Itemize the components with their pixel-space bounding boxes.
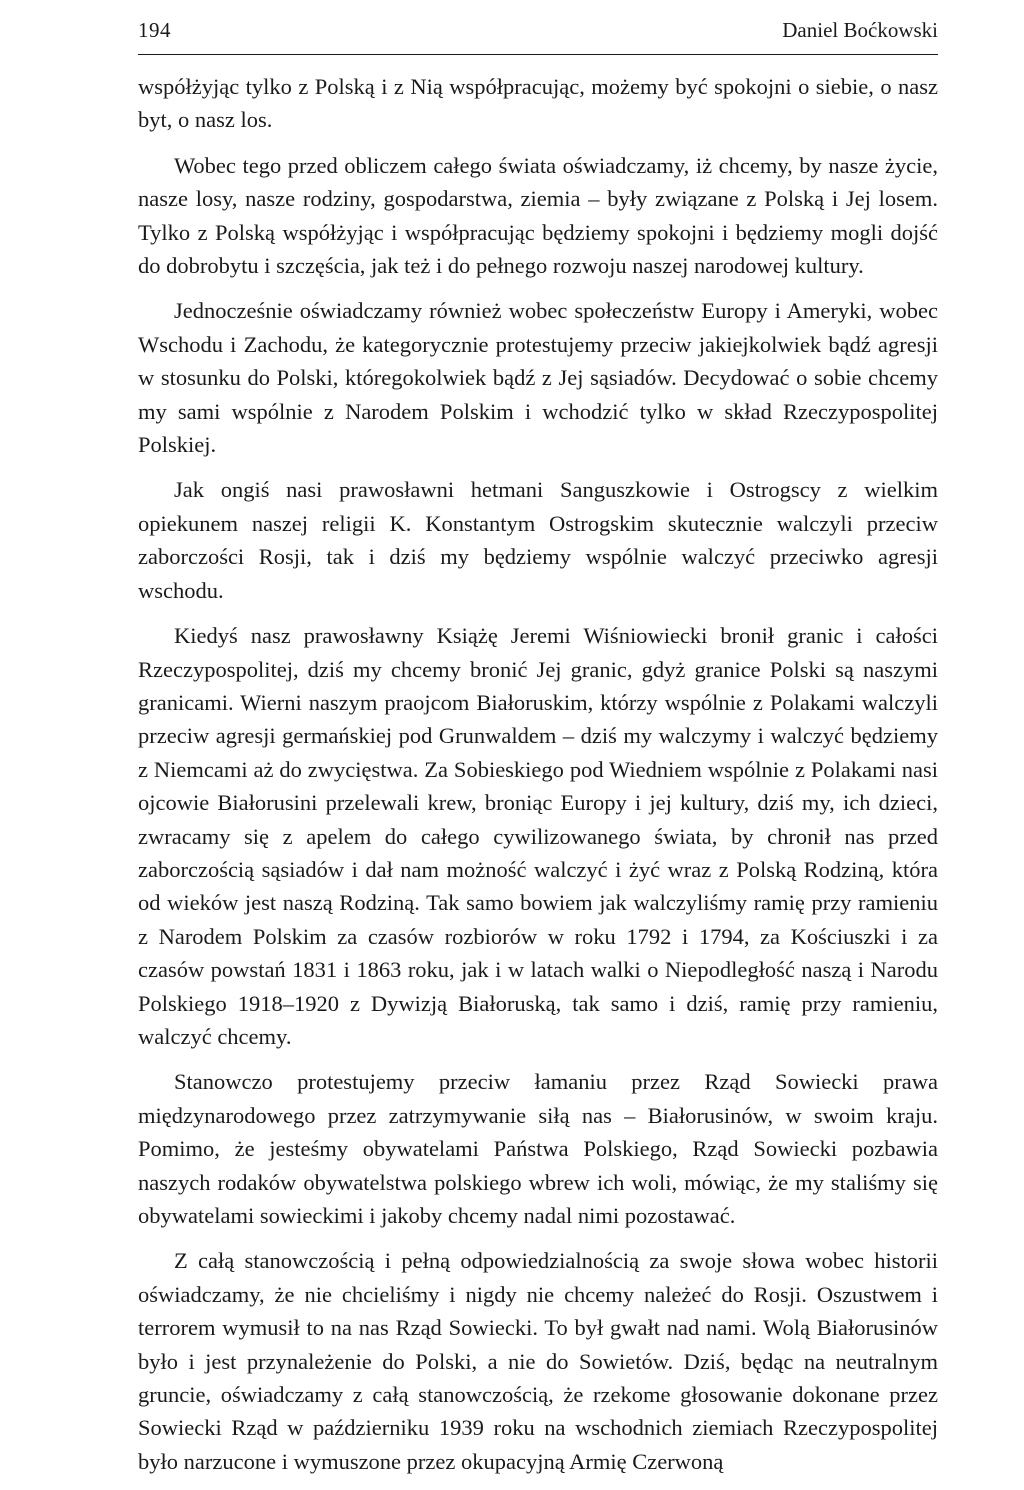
paragraph: współżyjąc tylko z Polską i z Nią współpracując, możemy być spokojni o siebie, o nasz byt, o nasz los. xyxy=(138,74,938,133)
paragraph: Kiedyś nasz prawosławny Książę Jeremi Wiśniowiecki bronił granic i całości Rzeczypospolitej, dziś my chcemy bronić Jej granic, gdyż granice Polski są naszymi granicami. Wierni naszym praojcom Białoruskim, którzy wspólnie z Polakami walczyli przeciw agresji germańskiej pod Grunwaldem – dziś my walczymy i walczyć będziemy z Niemcami aż do zwycięstwa. Za Sobieskiego pod Wiedniem wspólnie z Polakami nasi ojcowie Białorusini przelewali krew, broniąc Europy i jej kultury, dziś my, ich dzieci, zwracamy się z apelem do całego cywilizowanego świata, by chronił nas przed zaborczością sąsiadów i dał nam możność walczyć i żyć wraz z Polską Rodziną, która od wieków jest naszą Rodziną. Tak samo bowiem jak walczyliśmy ramię przy ramieniu z Narodem Polskim za czasów rozbiorów w roku 1792 i 1794, za Kościuszki i za czasów powstań 1831 i 1863 roku, jak i w latach walki o Niepodległość naszą i Narodu Polskiego 1918–1920 z Dywizją Białoruską, tak samo i dziś, ramię przy ramieniu, walczyć chcemy. xyxy=(138,623,938,1049)
running-head-author: Daniel Boćkowski xyxy=(782,18,938,42)
paragraph: Jak ongiś nasi prawosławni hetmani Sanguszkowie i Ostrogscy z wielkim opiekunem naszej religii K. Konstantym Ostrogskim skutecznie walczyli przeciw zaborczości Rosji, tak i dziś my będziemy wspólnie walczyć przeciwko agresji wschodu. xyxy=(138,477,938,603)
running-head xyxy=(138,0,938,55)
paragraph: Z całą stanowczością i pełną odpowiedzialnością za swoje słowa wobec historii oświadczamy, że nie chcieliśmy i nigdy nie chcemy należeć do Rosji. Oszustwem i terrorem wymusił to na nas Rząd Sowiecki. To był gwałt nad nami. Wolą Białorusinów było i jest przynależenie do Polski, a nie do Sowietów. Dziś, będąc na neutralnym gruncie, oświadczamy z całą stanowczością, że rzekome głosowanie dokonane przez Sowiecki Rząd w październiku 1939 roku na wschodnich ziemiach Rzeczypospolitej było narzucone i wymuszone przez okupacyjną Armię Czerwoną xyxy=(138,1248,938,1474)
paragraph: Wobec tego przed obliczem całego świata oświadczamy, iż chcemy, by nasze życie, nasze losy, nasze rodziny, gospodarstwa, ziemia – były związane z Polską i Jej losem. Tylko z Polską współżyjąc i współpracując będziemy spokojni i będziemy mogli dojść do dobrobytu i szczęścia, jak też i do pełnego rozwoju naszej narodowej kultury. xyxy=(138,152,938,279)
body-text xyxy=(138,70,938,1478)
book-page xyxy=(138,0,938,1490)
page-number: 194 xyxy=(138,18,171,42)
paragraph: Jednocześnie oświadczamy również wobec społeczeństw Europy i Ameryki, wobec Wschodu i Zachodu, że kategorycznie protestujemy przeciw jakiejkolwiek bądź agresji w stosunku do Polski, któregokolwiek bądź z Jej sąsiadów. Decydować o sobie chcemy my sami wspólnie z Narodem Polskim i wchodzić tylko w skład Rzeczypospolitej Polskiej. xyxy=(138,298,938,458)
paragraph: Stanowczo protestujemy przeciw łamaniu przez Rząd Sowiecki prawa międzynarodowego przez zatrzymywanie siłą nas – Białorusinów, w swoim kraju. Pomimo, że jesteśmy obywatelami Państwa Polskiego, Rząd Sowiecki pozbawia naszych rodaków obywatelstwa polskiego wbrew ich woli, mówiąc, że my staliśmy się obywatelami sowieckimi i jakoby chcemy nadal nimi pozostawać. xyxy=(138,1069,938,1228)
